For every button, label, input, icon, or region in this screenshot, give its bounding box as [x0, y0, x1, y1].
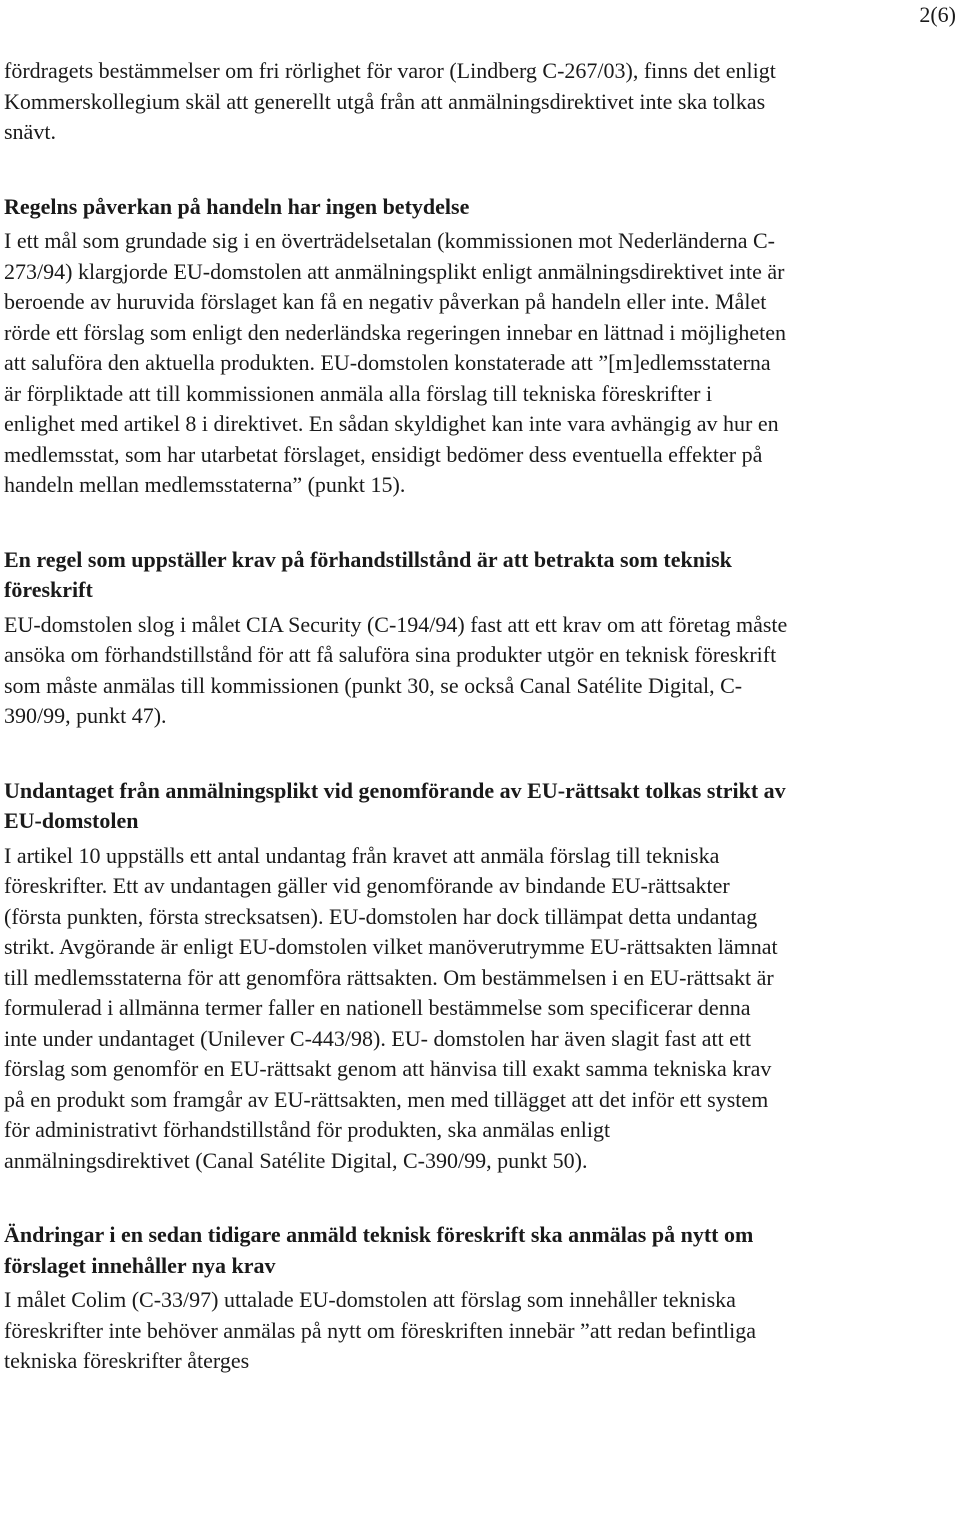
- section-eu-act-exception: [4, 776, 788, 1177]
- section-body: I ett mål som grundade sig i en överträdelsetalan (kommissionen mot Nederländerna C-273/94) klargjorde EU-domstolen att anmälningsplikt enligt anmälningsdirektivet inte är beroende av huruvida förslaget kan få en negativ påverkan på handeln eller inte. Målet rörde ett förslag som enligt den nederländska regeringen innebar en lättnad i möjligheten att saluföra den aktuella produkten. EU-domstolen konstaterade att ”[m]edlemsstaterna är förpliktade att till kommissionen anmäla alla förslag till tekniska föreskrifter i enlighet med artikel 8 i direktivet. En sådan skyldighet kan inte vara avhängig av hur en medlemsstat, som har utarbetat förslaget, ensidigt bedömer dess eventuella effekter på handeln mellan medlemsstaterna” (punkt 15).: [4, 228, 786, 497]
- page-number: 2(6): [919, 2, 956, 27]
- section-heading: En regel som uppställer krav på förhandstillstånd är att betrakta som teknisk föreskrift: [4, 546, 732, 602]
- section-trade-impact: [4, 192, 788, 501]
- section-heading: Regelns påverkan på handeln har ingen betydelse: [4, 193, 470, 219]
- document-body: [4, 56, 788, 1377]
- section-heading: Ändringar i en sedan tidigare anmäld teknisk föreskrift ska anmälas på nytt om förslaget innehåller nya krav: [4, 1222, 754, 1278]
- intro-paragraph: fördragets bestämmelser om fri rörlighet för varor (Lindberg C-267/03), finns det enligt Kommerskollegium skäl att generellt utgå från att anmälningsdirektivet inte ska tolkas snävt.: [4, 58, 776, 144]
- section-heading: Undantaget från anmälningsplikt vid genomförande av EU-rättsakt tolkas strikt av EU-domstolen: [4, 777, 786, 833]
- section-prior-authorisation: [4, 545, 788, 732]
- section-body: EU-domstolen slog i målet CIA Security (C-194/94) fast att ett krav om att företag måste ansöka om förhandstillstånd för att få saluföra sina produkter utgör en teknisk föreskrift som måste anmälas till kommissionen (punkt 30, se också Canal Satélite Digital, C-390/99, punkt 47).: [4, 611, 788, 728]
- section-amendments: [4, 1220, 788, 1377]
- section-body: I målet Colim (C-33/97) uttalade EU-domstolen att förslag som innehåller tekniska föreskrifter inte behöver anmälas på nytt om föreskriften innebär ”att redan befintliga tekniska föreskrifter återges: [4, 1287, 756, 1373]
- section-body: I artikel 10 uppställs ett antal undantag från kravet att anmäla förslag till tekniska föreskrifter. Ett av undantagen gäller vid genomförande av bindande EU-rättsakter (första punkten, första strecksatsen). EU-domstolen har dock tillämpat detta undantag strikt. Avgörande är enligt EU-domstolen vilket manöverutrymme EU-rättsakten lämnat till medlemsstaterna för att genomföra rättsakten. Om bestämmelsen i en EU-rättsakt är formulerad i allmänna termer faller en nationell bestämmelse som specificerar denna inte under undantaget (Unilever C-443/98). EU- domstolen har även slagit fast att ett förslag som genomför en EU-rättsakt genom att hänvisa till exakt samma tekniska krav på en produkt som framgår av EU-rättsakten, men med tillägget att det inför ett system för administrativt förhandstillstånd för produkten, ska anmälas enligt anmälningsdirektivet (Canal Satélite Digital, C-390/99, punkt 50).: [4, 842, 778, 1173]
